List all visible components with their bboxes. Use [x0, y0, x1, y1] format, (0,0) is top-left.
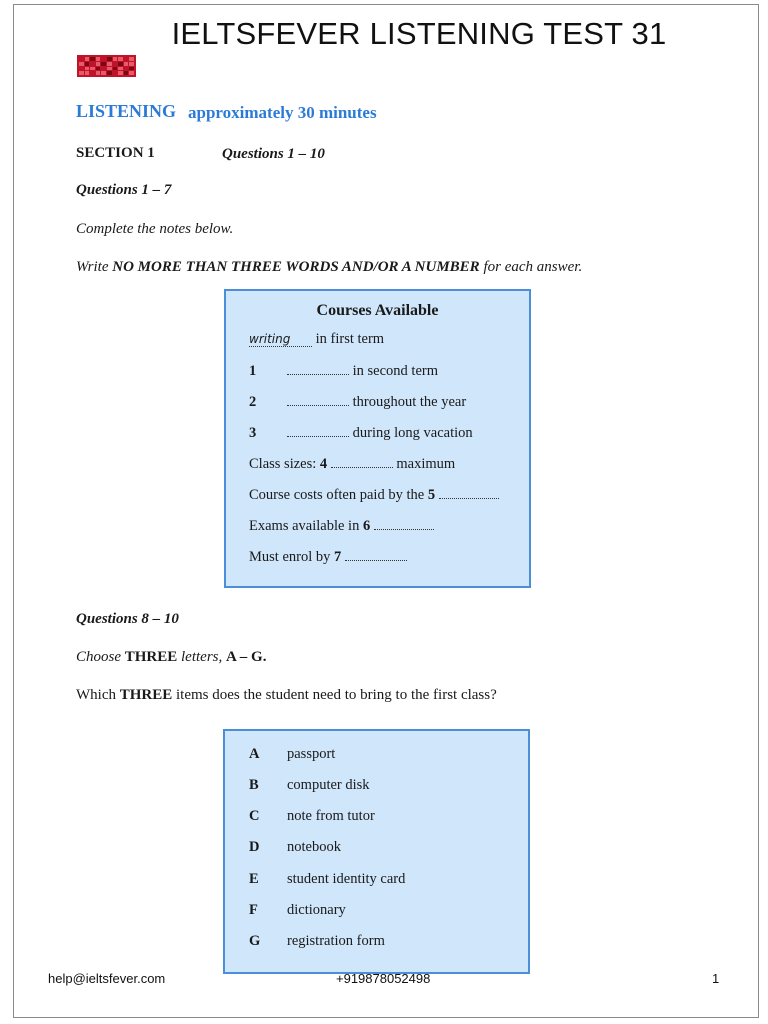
gap-6-line: Exams available in 6: [249, 518, 434, 535]
options-box: [223, 729, 530, 974]
answer-blank-2[interactable]: [287, 395, 349, 406]
duration-text: approximately 30 minutes: [188, 103, 377, 122]
answer-blank-1[interactable]: [287, 364, 349, 375]
word-limit-instruction: Write NO MORE THAN THREE WORDS AND/OR A NUMBER for each answer.: [76, 259, 583, 275]
gap-1-line: 1 in second term: [249, 363, 438, 379]
answer-blank-3[interactable]: [287, 426, 349, 437]
question-prompt: Which THREE items does the student need to bring to the first class?: [76, 687, 497, 703]
option-e[interactable]: E student identity card: [249, 871, 406, 887]
gap-3-line: 3 during long vacation: [249, 425, 473, 441]
gap-7-line: Must enrol by 7: [249, 549, 407, 566]
option-g[interactable]: G registration form: [249, 933, 385, 949]
notes-box: [224, 289, 531, 588]
option-d[interactable]: D notebook: [249, 839, 341, 855]
page-title: IELTSFEVER LISTENING TEST 31: [171, 16, 667, 51]
example-answer: writing: [249, 332, 312, 347]
gap-5-line: Course costs often paid by the 5: [249, 487, 499, 504]
questions-1-7-heading: Questions 1 – 7: [76, 182, 172, 198]
option-a[interactable]: A passport: [249, 746, 336, 762]
listening-heading: LISTENING: [76, 101, 177, 121]
option-b[interactable]: B computer disk: [249, 777, 370, 793]
option-f[interactable]: F dictionary: [249, 902, 346, 918]
ieltsfever-logo: [77, 55, 136, 77]
answer-blank-4[interactable]: [331, 457, 393, 468]
choose-instruction: Choose THREE letters, A – G.: [76, 649, 267, 665]
section-questions: Questions 1 – 10: [222, 146, 325, 162]
answer-blank-6[interactable]: [374, 519, 434, 530]
gap-2-line: 2 throughout the year: [249, 394, 467, 410]
notes-title: Courses Available: [316, 302, 439, 319]
option-c[interactable]: C note from tutor: [249, 808, 375, 824]
questions-8-10-heading: Questions 8 – 10: [76, 611, 179, 627]
gap-4-line: Class sizes: 4 maximum: [249, 456, 456, 472]
complete-instruction: Complete the notes below.: [76, 221, 234, 237]
page-number: 1: [712, 971, 720, 986]
footer-email[interactable]: help@ieltsfever.com: [48, 971, 166, 986]
answer-blank-7[interactable]: [345, 550, 407, 561]
section-label: SECTION 1: [76, 145, 155, 161]
answer-blank-5[interactable]: [439, 488, 499, 499]
footer-phone: +919878052498: [336, 971, 431, 986]
example-line: writing in first term: [249, 331, 385, 347]
